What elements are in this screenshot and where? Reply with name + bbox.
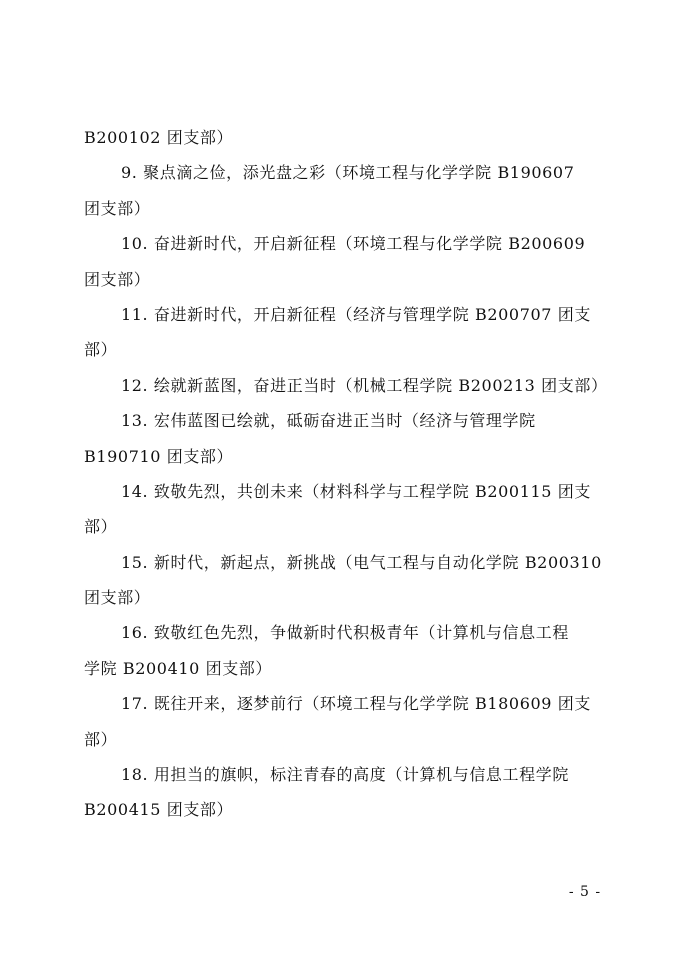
list-line: B190710 团支部） — [84, 446, 234, 466]
list-line: 团支部） — [84, 269, 151, 289]
list-item-13: 13. 宏伟蓝图已绘就，砥砺奋进正当时（经济与管理学院 — [121, 411, 536, 431]
list-line: 团支部） — [84, 588, 151, 608]
list-item-18: 18. 用担当的旗帜，标注青春的高度（计算机与信息工程学院 — [121, 765, 569, 785]
page-number: - 5 - — [568, 884, 602, 900]
list-line: 团支部） — [84, 198, 151, 218]
list-item-14: 14. 致敬先烈，共创未来（材料科学与工程学院 B200115 团支 — [121, 481, 591, 501]
list-item-11: 11. 奋进新时代，开启新征程（经济与管理学院 B200707 团支 — [121, 304, 591, 324]
award-list — [84, 124, 608, 832]
list-line: 部） — [84, 340, 118, 360]
list-item-12: 12. 绘就新蓝图，奋进正当时（机械工程学院 B200213 团支部） — [121, 375, 608, 395]
list-item-10: 10. 奋进新时代，开启新征程（环境工程与化学学院 B200609 — [121, 234, 586, 254]
list-line: 学院 B200410 团支部） — [84, 658, 273, 678]
list-item-15: 15. 新时代，新起点，新挑战（电气工程与自动化学院 B200310 — [121, 552, 602, 572]
list-line: 部） — [84, 729, 118, 749]
list-line: B200102 团支部） — [84, 128, 234, 147]
list-item-16: 16. 致敬红色先烈，争做新时代积极青年（计算机与信息工程 — [121, 623, 569, 643]
list-item-9: 9. 聚点滴之俭，添光盘之彩（环境工程与化学学院 B190607 — [121, 163, 575, 183]
list-line: 部） — [84, 517, 118, 537]
list-line: B200415 团支部） — [84, 800, 234, 820]
list-item-17: 17. 既往开来，逐梦前行（环境工程与化学学院 B180609 团支 — [121, 694, 591, 714]
